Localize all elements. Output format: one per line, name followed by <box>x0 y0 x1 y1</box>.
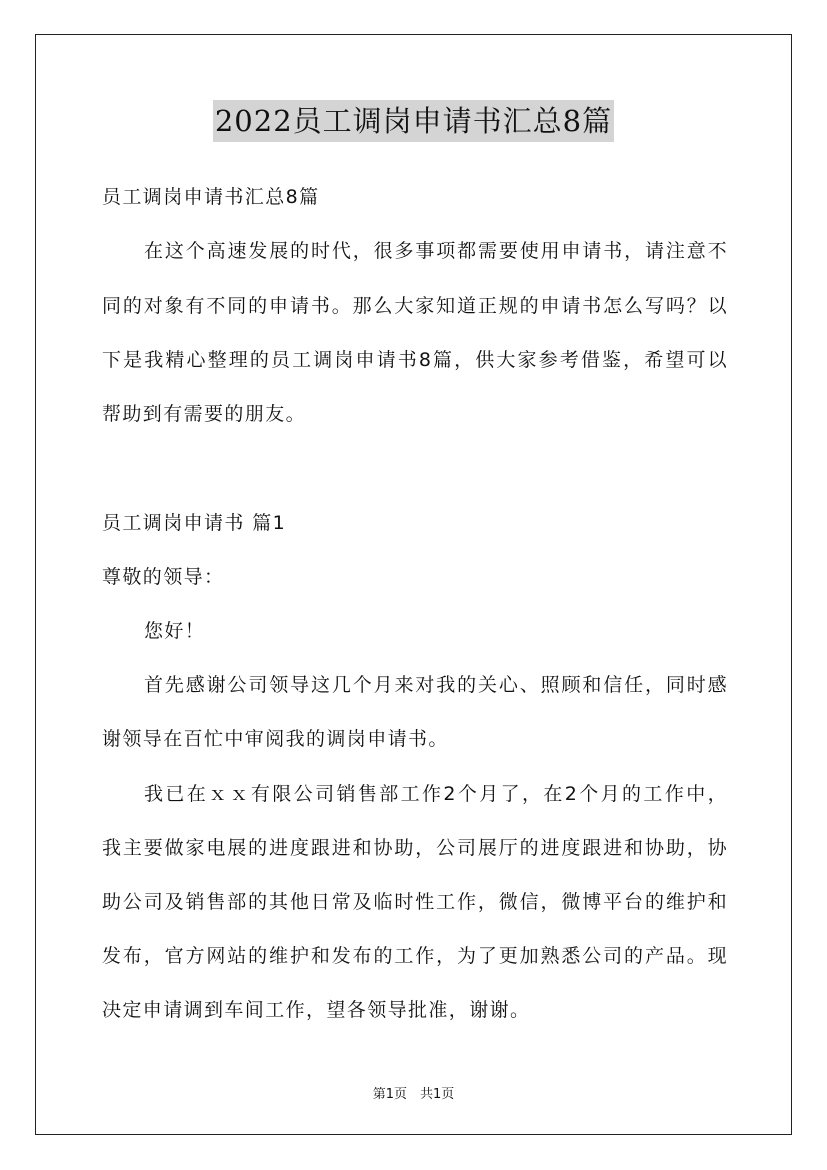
section-heading: 员工调岗申请书 篇1 <box>102 512 287 534</box>
para2-line-3: 助公司及销售部的其他日常及临时性工作，微信，微博平台的维护和 <box>102 891 728 913</box>
page-footer <box>0 1083 827 1102</box>
para1-line-2: 谢领导在百忙中审阅我的调岗申请书。 <box>102 728 449 750</box>
para1-line-1: 首先感谢公司领导这几个月来对我的关心、照顾和信任，同时感 <box>144 674 728 696</box>
greeting: 您好！ <box>144 620 206 642</box>
para2-line-2: 我主要做家电展的进度跟进和协助，公司展厅的进度跟进和协助，协 <box>102 837 728 859</box>
intro-line-3: 下是我精心整理的员工调岗申请书8篇，供大家参考借鉴，希望可以 <box>102 349 728 371</box>
intro-line-4: 帮助到有需要的朋友。 <box>102 403 307 425</box>
page-number: 第1页 共1页 <box>372 1087 455 1102</box>
para2-line-1: 我已在ｘｘ有限公司销售部工作2个月了，在2个月的工作中， <box>144 783 728 805</box>
para2-line-5: 决定申请调到车间工作，望各领导批准，谢谢。 <box>102 999 531 1021</box>
document-subtitle: 员工调岗申请书汇总8篇 <box>102 186 320 208</box>
intro-line-2: 同的对象有不同的申请书。那么大家知道正规的申请书怎么写吗？以 <box>102 295 728 317</box>
para2-line-4: 发布，官方网站的维护和发布的工作，为了更加熟悉公司的产品。现 <box>102 945 728 967</box>
document-title: 2022员工调岗申请书汇总8篇 <box>213 100 614 142</box>
title-container <box>0 100 827 142</box>
intro-line-1: 在这个高速发展的时代，很多事项都需要使用申请书，请注意不 <box>144 240 728 262</box>
salutation: 尊敬的领导： <box>102 566 225 588</box>
